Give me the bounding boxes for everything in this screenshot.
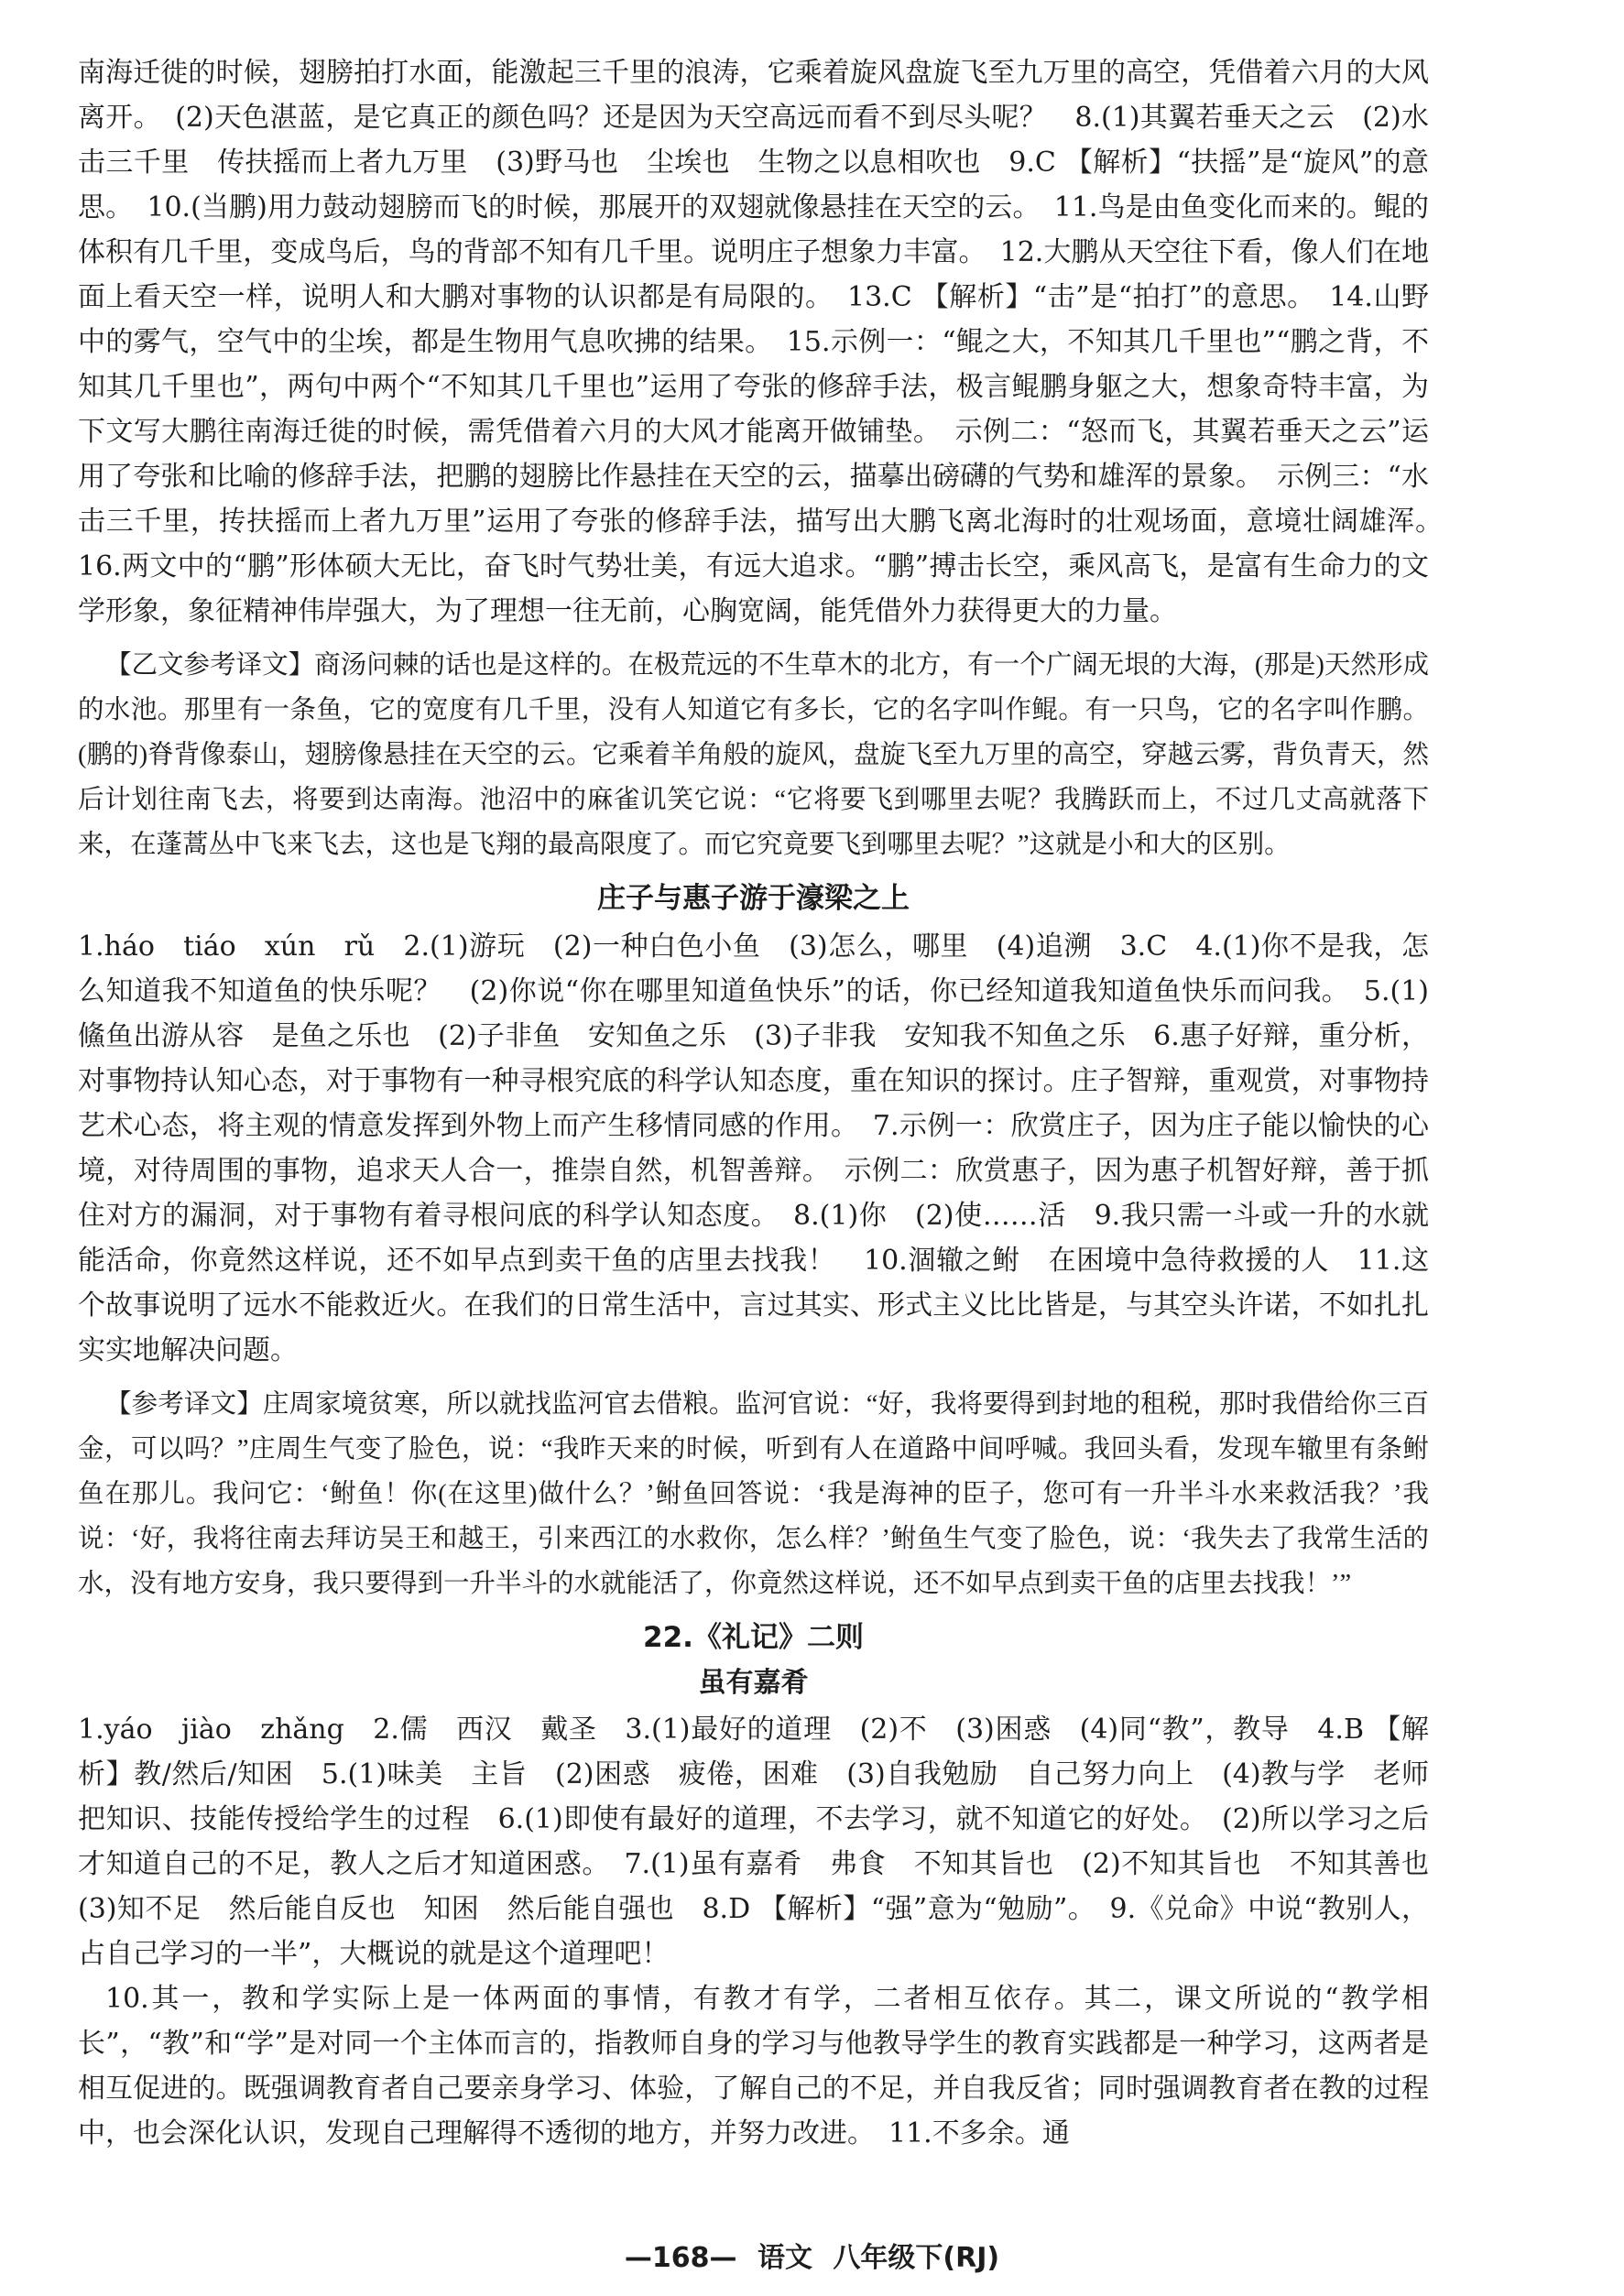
lesson-title-liji: 22.《礼记》二则 <box>643 1621 864 1654</box>
translation-haoliang: 【参考译文】庄周家境贫寒，所以就找监河官去借粮。监河官说：“好，我将要得到封地的租税，那时我借给你三百金，可以吗？”庄周生气变了脸色，说：“我昨天来的时候，听到有人在道路中间呼喊。我回头看，发现车辙里有条鲋鱼在那儿。我问它：‘鲋鱼！你(在这里)做什么？’鲋鱼回答说：‘我是海神的臣子，您可有一升半斗水来救活我？’我说：‘好，我将往南去拜访吴王和越王，引来西江的水救你，怎么样？’鲋鱼生气变了脸色，说：‘我失去了我常生活的水，没有地方安身，我只要得到一升半斗的水就能活了，你竟然这样说，还不如早点到卖干鱼的店里去找我！’” <box>78 1390 1429 1598</box>
footer-grade: 八年级下(RJ) <box>833 2242 1000 2274</box>
answer-page <box>78 50 1456 2156</box>
translation-yiwen: 【乙文参考译文】商汤问棘的话也是这样的。在极荒远的不生草木的北方，有一个广阔无垠的大海，(那是)天然形成的水池。那里有一条鱼，它的宽度有几千里，没有人知道它有多长，它的名字叫作鲲。有一只鸟，它的名字叫作鹏。(鹏的)脊背像泰山，翅膀像悬挂在天空的云。它乘着羊角般的旋风，盘旋飞至九万里的高空，穿越云雾，背负青天，然后计划往南飞去，将要到达南海。池沼中的麻雀讥笑它说：“它将要飞到哪里去呢？我腾跃而上，不过几丈高就落下来，在蓬蒿丛中飞来飞去，这也是飞翔的最高限度了。而它究竟要飞到哪里去呢？”这就是小和大的区别。 <box>78 651 1429 859</box>
answer-block-xiaoyaoyou: 南海迁徙的时候，翅膀拍打水面，能激起三千里的浪涛，它乘着旋风盘旋飞至九万里的高空，凭借着六月的大风离开。 (2)天色湛蓝，是它真正的颜色吗？还是因为天空高远而看不到尽头呢？ 8.(1)其翼若垂天之云 (2)水击三千里 传扶摇而上者九万里 (3)野马也 尘埃也 生物之以息相吹也 9.C 【解析】“扶摇”是“旋风”的意思。 10.(当鹏)用力鼓动翅膀而飞的时候，那展开的双翅就像悬挂在天空的云。 11.鸟是由鱼变化而来的。鲲的体积有几千里，变成鸟后，鸟的背部不知有几千里。说明庄子想象力丰富。 12.大鹏从天空往下看，像人们在地面上看天空一样，说明人和大鹏对事物的认识都是有局限的。 13.C 【解析】“击”是“拍打”的意思。 14.山野中的雾气，空气中的尘埃，都是生物用气息吹拂的结果。 15.示例一：“鲲之大，不知其几千里也”“鹏之背，不知其几千里也”，两句中两个“不知其几千里也”运用了夸张的修辞手法，极言鲲鹏身躯之大，想象奇特丰富，为下文写大鹏往南海迁徙的时候，需凭借着六月的大风才能离开做铺垫。 示例二：“怒而飞，其翼若垂天之云”运用了夸张和比喻的修辞手法，把鹏的翅膀比作悬挂在天空的云，描摹出磅礴的气势和雄浑的景象。 示例三：“水击三千里，抟扶摇而上者九万里”运用了夸张的修辞手法，描写出大鹏飞离北海时的壮观场面，意境壮阔雄浑。 16.两文中的“鹏”形体硕大无比，奋飞时气势壮美，有远大追求。“鹏”搏击长空，乘风高飞，是富有生命力的文学形象，象征精神伟岸强大，为了理想一往无前，心胸宽阔，能凭借外力获得更大的力量。 <box>78 57 1456 627</box>
footer-subject: 语文 <box>757 2242 812 2274</box>
answer-block-haoliang: 1.háo tiáo xún rǔ 2.(1)游玩 (2)一种白色小鱼 (3)怎么，哪里 (4)追溯 3.C 4.(1)你不是我，怎么知道我不知道鱼的快乐呢？ (2)你说“你在哪里知道鱼快乐”的话，你已经知道我知道鱼快乐而问我。 5.(1)鯈鱼出游从容 是鱼之乐也 (2)子非鱼 安知鱼之乐 (3)子非我 安知我不知鱼之乐 6.惠子好辩，重分析，对事物持认知心态，对于事物有一种寻根究底的科学认知态度，重在知识的探讨。庄子智辩，重观赏，对事物持艺术心态，将主观的情意发挥到外物上而产生移情同感的作用。 7.示例一：欣赏庄子，因为庄子能以愉快的心境，对待周围的事物，追求天人合一，推崇自然，机智善辩。 示例二：欣赏惠子，因为惠子机智好辩，善于抓住对方的漏洞，对于事物有着寻根问底的科学认知态度。 8.(1)你 (2)使……活 9.我只需一斗或一升的水就能活命，你竟然这样说，还不如早点到卖干鱼的店里去找我！ 10.涸辙之鲋 在困境中急待救援的人 11.这个故事说明了远水不能救近火。在我们的日常生活中，言过其实、形式主义比比皆是，与其空头许诺，不如扎扎实实地解决问题。 <box>78 930 1429 1366</box>
answer-block-suiyoujiayao: 1.yáo jiào zhǎng 2.儒 西汉 戴圣 3.(1)最好的道理 (2)不 (3)困惑 (4)同“教”，教导 4.B 【解析】教/然后/知困 5.(1)味美 主旨 (2)困惑 疲倦，困难 (3)自我勉励 自己努力向上 (4)教与学 老师把知识、技能传授给学生的过程 6.(1)即使有最好的道理，不去学习，就不知道它的好处。 (2)所以学习之后才知道自己的不足，教人之后才知道困惑。 7.(1)虽有嘉肴 弗食 不知其旨也 (2)不知其旨也 不知其善也 (3)知不足 然后能自反也 知困 然后能自强也 8.D 【解析】“强”意为“勉励”。 9.《兑命》中说“教别人，占自己学习的一半”，大概说的就是这个道理吧！ <box>78 1714 1456 1970</box>
page-footer <box>0 2235 1624 2275</box>
sub-title-suiyoujiayao: 虽有嘉肴 <box>698 1667 809 1699</box>
answer-block-q10: 10.其一，教和学实际上是一体两面的事情，有教才有学，二者相互依存。其二，课文所说的“教学相长”，“教”和“学”是对同一个主体而言的，指教师自身的学习与他教导学生的教育实践都是一种学习，这两者是相互促进的。既强调教育者自己要亲身学习、体验，了解自己的不足，并自我反省；同时强调教育者在教的过程中，也会深化认识，发现自己理解得不透彻的地方，并努力改进。 11.不多余。通 <box>78 1983 1429 2149</box>
page-number: —168— <box>624 2242 737 2274</box>
section-title-haoliang: 庄子与惠子游于濠梁之上 <box>597 882 910 915</box>
